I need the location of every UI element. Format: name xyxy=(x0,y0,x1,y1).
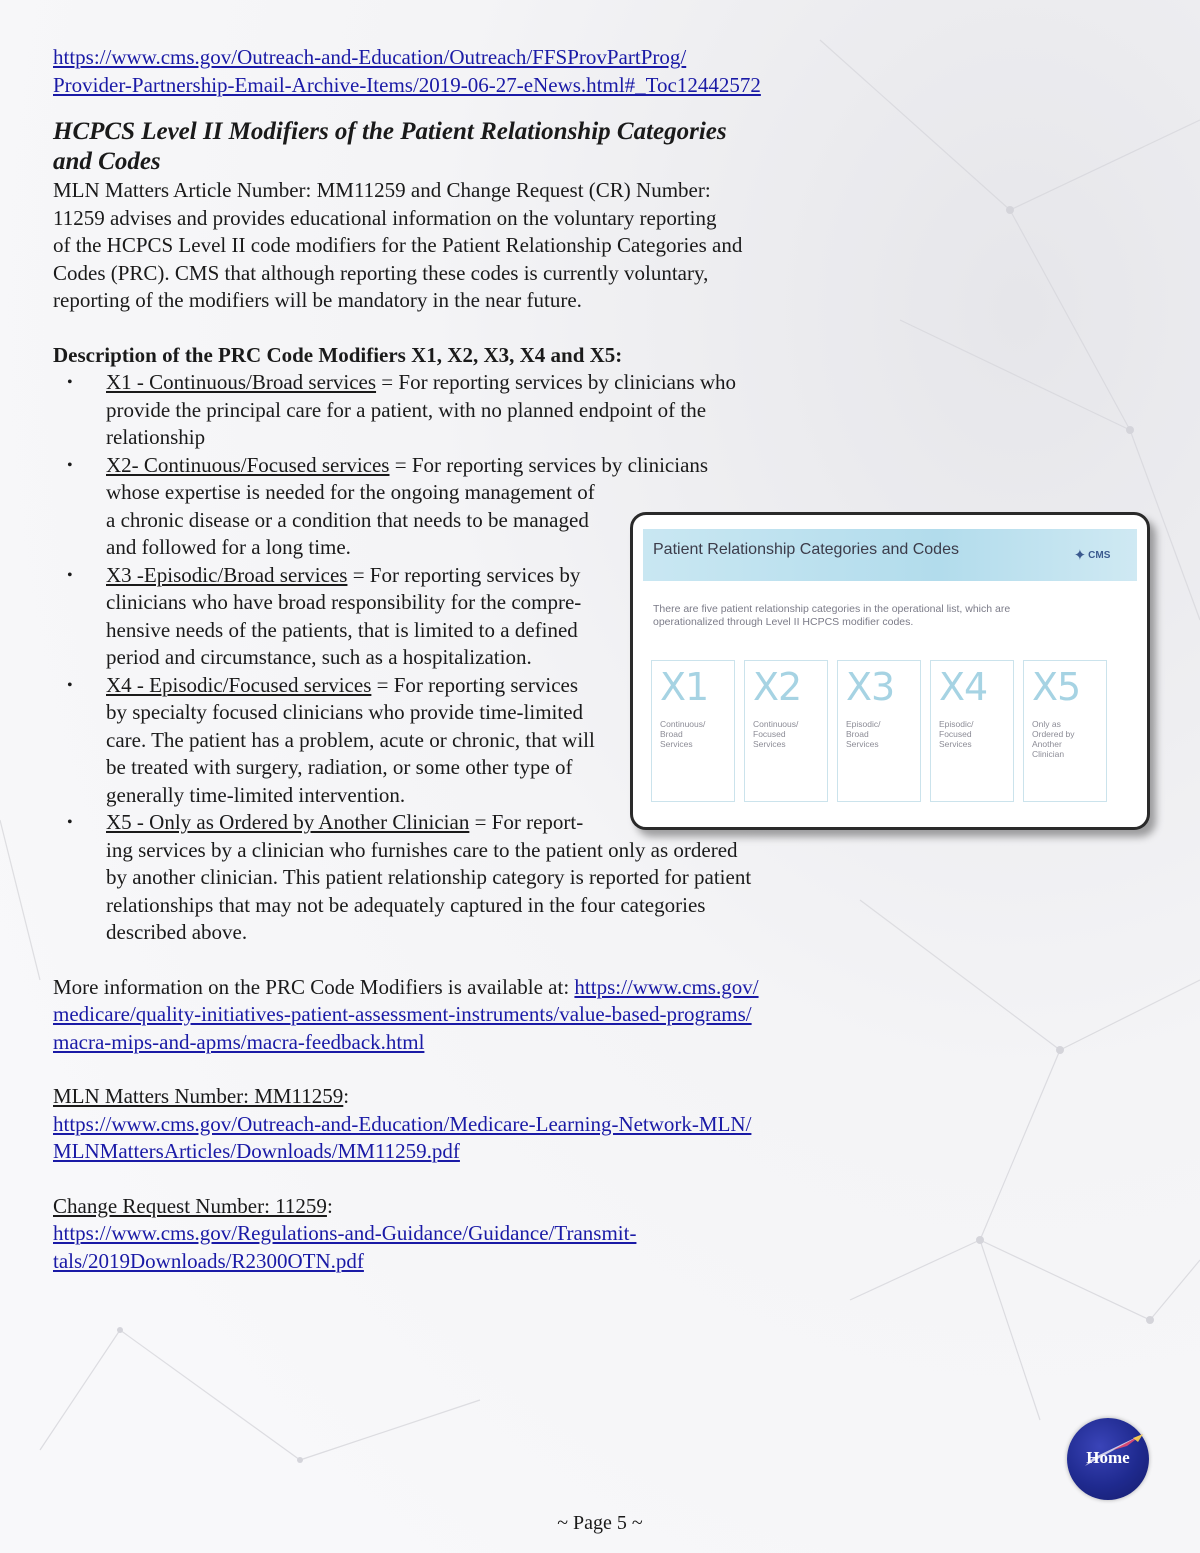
modifier-text: care. The patient has a problem, acute or chronic, that will xyxy=(106,727,595,752)
hhs-eagle-icon: ✦ xyxy=(1073,547,1087,564)
modifier-term: X2- Continuous/Focused services xyxy=(106,452,390,477)
more-info-link-part1[interactable]: https://www.cms.gov/ xyxy=(574,974,759,999)
figure-desc-line: There are five patient relationship categories in the operational list, which are xyxy=(653,603,1011,615)
intro-line: 11259 advises and provides educational information on the voluntary reporting xyxy=(53,205,717,230)
change-request-link-part2[interactable]: tals/2019Downloads/R2300OTN.pdf xyxy=(53,1248,364,1273)
modifier-text: described above. xyxy=(106,920,248,944)
code-box-x3 xyxy=(837,660,921,802)
code-label-line: Services xyxy=(939,739,972,749)
intro-line: reporting of the modifiers will be mandatory in the near future. xyxy=(53,288,582,312)
code-box-x5 xyxy=(1023,660,1107,802)
modifier-text: generally time-limited intervention. xyxy=(106,782,406,807)
code-label-line: Focused xyxy=(939,729,972,739)
modifier-term: X5 - Only as Ordered by Another Clinician xyxy=(106,810,470,834)
mln-matters-link-part1[interactable]: https://www.cms.gov/Outreach-and-Education/Medicare-Learning-Network-MLN/ xyxy=(53,1111,752,1136)
modifier-text: period and circumstance, such as a hospitalization. xyxy=(106,645,532,669)
modifier-text: = For report- xyxy=(469,810,584,834)
modifier-text: = For reporting services by xyxy=(347,562,581,587)
code-label-line: Ordered by xyxy=(1032,729,1075,739)
code-label-line: Episodic/ xyxy=(939,719,974,729)
modifier-text: by specialty focused clinicians who provide time-limited xyxy=(106,700,584,724)
code-label-line: Services xyxy=(753,739,786,749)
intro-line: of the HCPCS Level II code modifiers for the Patient Relationship Categories and xyxy=(53,233,743,257)
modifier-text: = For reporting services by clinicians who xyxy=(376,370,737,394)
figure-desc-line: operationalized through Level II HCPCS modifier codes. xyxy=(653,616,914,628)
toc-link-line2[interactable]: Provider-Partnership-Email-Archive-Items/2019-06-27-eNews.html#_Toc12442572 xyxy=(53,72,761,97)
more-info-paragraph xyxy=(53,974,783,1057)
more-info-link-part3[interactable]: macra-mips-and-apms/macra-feedback.html xyxy=(53,1029,425,1054)
intro-paragraph xyxy=(53,177,783,315)
code-boxes xyxy=(651,660,1135,802)
home-button[interactable] xyxy=(1067,1418,1149,1500)
figure-description xyxy=(653,603,1123,629)
mln-matters-label: MLN Matters Number: MM11259 xyxy=(53,1084,344,1108)
modifier-text: clinicians who have broad responsibility for the compre- xyxy=(106,590,582,614)
bullet-marker: • xyxy=(67,676,73,694)
code-label xyxy=(660,719,705,749)
figure-title: Patient Relationship Categories and Codes xyxy=(653,541,959,558)
intro-line: MLN Matters Article Number: MM11259 and Change Request (CR) Number: xyxy=(53,178,711,202)
home-label: Home xyxy=(1086,1448,1130,1467)
code-value: X5 xyxy=(1032,665,1081,709)
modifier-term: X3 -Episodic/Broad services xyxy=(106,562,348,587)
modifier-text: by another clinician. This patient relationship category is reported for patient xyxy=(106,865,752,889)
change-request-link-part1[interactable]: https://www.cms.gov/Regulations-and-Guidance/Guidance/Transmit- xyxy=(53,1221,637,1245)
mln-matters-block xyxy=(53,1083,783,1166)
mln-matters-link-part2[interactable]: MLNMattersArticles/Downloads/MM11259.pdf xyxy=(53,1139,460,1163)
code-label xyxy=(1032,719,1075,759)
modifier-text: relationships that may not be adequately captured in the four categories xyxy=(106,892,706,917)
code-label-line: Continuous/ xyxy=(660,719,706,729)
more-info-link-part2[interactable]: medicare/quality-initiatives-patient-assessment-instruments/value-based-programs/ xyxy=(53,1002,752,1026)
section-heading-line2: and Codes xyxy=(53,148,161,175)
code-box-x1 xyxy=(651,660,735,802)
modifier-text: and followed for a long time. xyxy=(106,535,351,559)
modifier-text: a chronic disease or a condition that needs to be managed xyxy=(106,507,589,532)
change-request-label: Change Request Number: 11259 xyxy=(53,1193,327,1218)
bullet-marker: • xyxy=(67,374,73,391)
code-label xyxy=(753,719,798,749)
mln-colon: : xyxy=(343,1084,350,1108)
change-request-block xyxy=(53,1193,783,1276)
code-label-line: Continuous/ xyxy=(753,719,799,729)
modifier-text: whose expertise is needed for the ongoing management of xyxy=(106,480,595,504)
modifier-text: hensive needs of the patients, that is limited to a defined xyxy=(106,617,578,642)
page-number: ~ Page 5 ~ xyxy=(557,1512,643,1534)
cms-logo-text: CMS xyxy=(1088,549,1111,561)
code-label-line: Episodic/ xyxy=(846,719,881,729)
intro-line: Codes (PRC). CMS that although reporting these codes is currently voluntary, xyxy=(53,260,709,285)
prc-figure xyxy=(630,512,1150,830)
modifier-text: ing services by a clinician who furnishes care to the patient only as ordered xyxy=(106,837,738,862)
code-label-line: Broad xyxy=(846,729,869,739)
modifier-term: X1 - Continuous/Broad services xyxy=(106,370,377,394)
code-label-line: Only as xyxy=(1032,719,1061,729)
code-value: X1 xyxy=(660,665,709,709)
modifier-text: provide the principal care for a patient, with no planned endpoint of the xyxy=(106,397,707,422)
code-label-line: Focused xyxy=(753,729,786,739)
more-info-text: More information on the PRC Code Modifiers is available at: xyxy=(53,974,575,999)
figure-header xyxy=(643,529,1137,581)
code-label-line: Services xyxy=(846,739,879,749)
modifiers-description-title: Description of the PRC Code Modifiers X1, X2, X3, X4 and X5: xyxy=(53,342,623,367)
code-box-x4 xyxy=(930,660,1014,802)
code-label-line: Another xyxy=(1032,739,1062,749)
toc-link-line1[interactable]: https://www.cms.gov/Outreach-and-Education/Outreach/FFSProvPartProg/ xyxy=(53,45,687,69)
modifier-text: be treated with surgery, radiation, or some other type of xyxy=(106,755,573,779)
code-label-line: Clinician xyxy=(1032,749,1065,759)
modifier-term: X4 - Episodic/Focused services xyxy=(106,672,372,697)
bullet-marker: • xyxy=(67,814,73,831)
section-heading-line1: HCPCS Level II Modifiers of the Patient Relationship Categories xyxy=(53,118,727,145)
code-label-line: Broad xyxy=(660,729,683,739)
bullet-marker: • xyxy=(67,456,73,474)
code-label xyxy=(846,719,881,749)
code-value: X3 xyxy=(846,665,895,709)
cms-logo xyxy=(1061,543,1123,567)
modifier-text: = For reporting services xyxy=(371,672,579,697)
code-label-line: Services xyxy=(660,739,693,749)
code-value: X4 xyxy=(939,665,988,709)
code-label xyxy=(939,719,974,749)
code-box-x2 xyxy=(744,660,828,802)
modifier-item-x1 xyxy=(53,369,783,452)
bullet-marker: • xyxy=(67,566,73,584)
section-heading xyxy=(53,117,783,177)
modifier-text: relationship xyxy=(106,425,206,449)
modifier-text: = For reporting services by clinicians xyxy=(389,452,709,477)
cr-colon: : xyxy=(326,1193,333,1218)
code-value: X2 xyxy=(753,665,802,709)
